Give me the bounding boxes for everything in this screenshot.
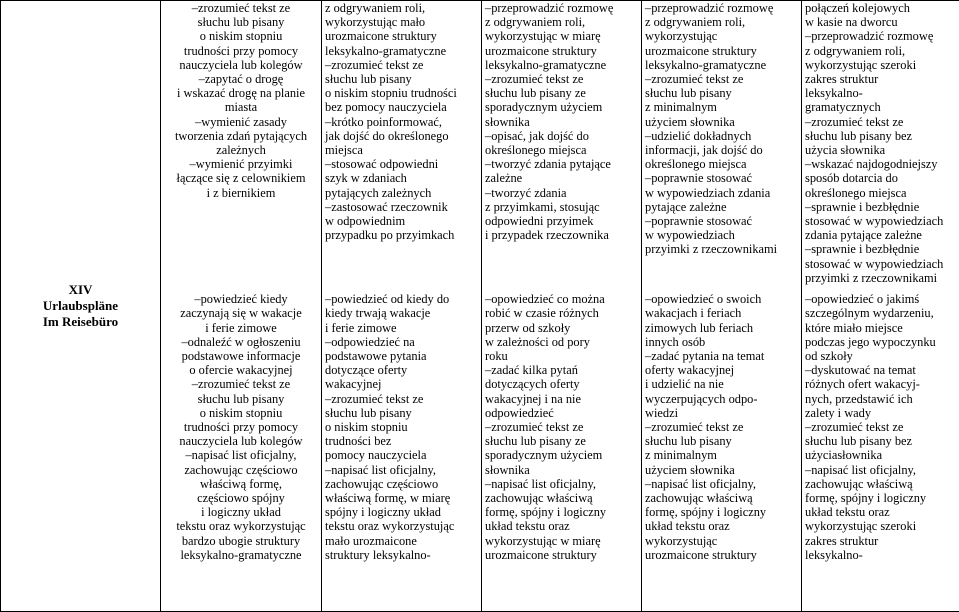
requirement-line: słuchu lub pisany ze — [485, 86, 586, 101]
requirement-line: zależnych — [216, 143, 266, 158]
grade-column-2 — [322, 1, 482, 612]
requirement-line: i ferie zimowe — [205, 320, 277, 335]
requirement-line: stosować w wypowiedziach — [805, 214, 944, 229]
requirement-line: zdania pytające zależne — [805, 228, 922, 243]
requirement-line: dotyczące oferty — [325, 363, 408, 378]
requirement-line: podstawowe informacje — [181, 348, 301, 363]
requirement-line: określonego miejsca — [805, 185, 907, 200]
requirement-line: leksykalno-gramatyczne — [645, 57, 767, 72]
requirement-line: z minimalnym — [645, 448, 717, 463]
requirement-line: –opisać, jak dojść do — [485, 128, 589, 143]
requirement-line: leksykalno-gramatyczne — [180, 547, 302, 562]
requirement-line: układ tekstu oraz — [805, 505, 890, 520]
requirement-line: w zależności od pory — [485, 334, 590, 349]
requirement-line: o niskim stopniu — [199, 29, 283, 44]
requirement-line: trudności bez — [325, 434, 392, 449]
requirement-line: tekstu oraz wykorzystując — [176, 519, 306, 534]
requirement-line: wiedzi — [645, 405, 679, 420]
requirement-line: –napisać list oficjalny, — [805, 462, 917, 477]
requirement-line: podstawowe pytania — [325, 348, 427, 363]
requirement-line: wykorzystując — [645, 29, 718, 44]
requirement-line: wykorzystując szeroki — [805, 519, 917, 534]
requirement-line: różnych ofert wakacyj- — [805, 377, 920, 392]
requirement-line: podczas jego wypoczynku — [805, 334, 936, 349]
requirement-line: słuchu lub pisany — [645, 86, 732, 101]
requirement-line: tworzenia zdań pytających — [174, 128, 308, 143]
requirement-line: zakres struktur — [805, 533, 879, 548]
requirement-line: właściwą formę, w miarę — [325, 490, 451, 505]
requirement-line: użyciem słownika — [645, 114, 735, 129]
section-row — [1, 1, 959, 612]
requirement-line: –sprawnie i bezbłędnie — [805, 199, 920, 214]
requirement-line: –dyskutować na temat — [805, 363, 916, 378]
requirement-line: zachowując częściowo — [184, 462, 298, 477]
requirement-line: układ tekstu oraz — [645, 519, 730, 534]
requirement-line: –napisać list oficjalny, — [485, 476, 597, 491]
requirement-line: które miało miejsce — [805, 320, 903, 335]
requirement-line: przerw od szkoły — [485, 320, 571, 335]
requirement-line: przyimki z rzeczownikami — [805, 270, 938, 285]
requirement-line: –tworzyć zdania pytające — [485, 157, 611, 172]
requirement-line: –zrozumieć tekst ze — [325, 391, 424, 406]
requirement-line: –przeprowadzić rozmowę — [485, 1, 614, 15]
requirement-line: z minimalnym — [645, 100, 717, 115]
requirement-line: urozmaicone struktury — [645, 547, 757, 562]
requirement-line: –poprawnie stosować — [645, 171, 753, 186]
requirement-line: w wypowiedziach zdania — [645, 185, 771, 200]
requirement-line: układ tekstu oraz — [485, 519, 570, 534]
requirement-line: nauczyciela lub kolegów — [179, 57, 303, 72]
requirements-lower-block — [805, 292, 956, 562]
requirement-line: –opowiedzieć co można — [485, 292, 605, 307]
requirement-line: miasta — [224, 100, 258, 115]
requirement-line: przyimki z rzeczownikami — [645, 242, 778, 257]
requirement-line: trudności przy pomocy — [183, 419, 299, 434]
requirement-line: formę, spójny i logiczny — [645, 505, 767, 520]
requirement-line: bardzo ubogie struktury — [181, 533, 301, 548]
requirement-line: sporadycznym użyciem — [485, 448, 603, 463]
grade-column-5 — [802, 1, 959, 612]
requirement-line: –udzielić dokładnych — [645, 128, 752, 143]
requirement-line: słownika — [485, 462, 530, 477]
requirement-line: wakacjach i feriach — [645, 306, 742, 321]
requirement-line: trudności przy pomocy — [183, 43, 299, 58]
requirement-line: –zrozumieć tekst ze — [191, 1, 291, 15]
requirement-line: –zadać pytania na temat — [645, 348, 765, 363]
requirements-upper-block — [805, 1, 956, 292]
requirement-line: pomocy nauczyciela — [325, 448, 427, 463]
requirement-line: sporadycznym użyciem — [485, 100, 603, 115]
requirement-line: urozmaicone struktury — [325, 29, 437, 44]
requirement-line: odpowiedzieć — [485, 405, 554, 420]
requirement-line: robić w czasie różnych — [485, 306, 599, 321]
requirement-line: wakacyjnej — [325, 377, 382, 392]
requirement-line: jak dojść do określonego — [325, 128, 449, 143]
requirement-line: w wypowiedziach — [645, 228, 735, 243]
requirement-line: zimowych lub feriach — [645, 320, 754, 335]
requirement-line: w kasie na dworcu — [805, 15, 898, 30]
requirement-line: –zrozumieć tekst ze — [805, 114, 904, 129]
requirement-line: –poprawnie stosować — [645, 214, 753, 229]
requirement-line: wakacyjnej i na nie — [485, 391, 581, 406]
requirement-line: –wymienić zasady — [195, 114, 287, 129]
requirement-line: sposób dotarcia do — [805, 171, 898, 186]
requirements-upper-block — [164, 1, 318, 292]
requirement-line: –wymienić przyimki — [189, 157, 293, 172]
grade-column-3 — [482, 1, 642, 612]
requirement-line: dotyczących oferty — [485, 377, 580, 392]
requirement-line: spójny i logiczny układ — [325, 505, 441, 520]
requirement-line: o ofercie wakacyjnej — [189, 363, 293, 378]
requirement-line: –wskazać najdogodniejszy — [805, 157, 938, 172]
grade-column-4 — [642, 1, 802, 612]
requirement-line: słuchu lub pisany — [645, 434, 732, 449]
requirement-line: wyczerpujących odpo- — [645, 391, 758, 406]
requirement-line: zależne — [485, 171, 523, 186]
requirement-line: oferty wakacyjnej — [645, 363, 735, 378]
requirement-line: –zrozumieć tekst ze — [645, 72, 744, 87]
section-title: Urlaubspläne — [42, 298, 119, 313]
requirement-line: –sprawnie i bezbłędnie — [805, 242, 920, 257]
requirement-line: użyciasłownika — [805, 448, 883, 463]
requirement-line: o niskim stopniu — [199, 405, 283, 420]
requirement-line: –powiedzieć kiedy — [194, 292, 288, 307]
requirement-line: –zrozumieć tekst ze — [191, 377, 291, 392]
requirement-line: wykorzystując w miarę — [485, 533, 601, 548]
requirement-line: wykorzystując — [645, 533, 718, 548]
requirement-line: –odnaleźć w ogłoszeniu — [181, 334, 301, 349]
requirement-line: –odpowiedzieć na — [325, 334, 415, 349]
requirement-line: o niskim stopniu — [325, 419, 408, 434]
requirement-line: wykorzystując szeroki — [805, 57, 917, 72]
section-subtitle: Im Reisebüro — [42, 314, 119, 329]
requirement-line: szczególnym wydarzeniu, — [805, 306, 934, 321]
requirement-line: słuchu lub pisany ze — [485, 434, 586, 449]
requirement-line: –stosować odpowiedni — [325, 157, 439, 172]
requirement-line: –zastosować rzeczownik — [325, 199, 448, 214]
requirement-line: wykorzystując mało — [325, 15, 426, 30]
requirement-line: częściowo spójny — [197, 490, 285, 505]
requirement-line: –zrozumieć tekst ze — [645, 419, 744, 434]
requirement-line: z odgrywaniem roli, — [325, 1, 426, 15]
requirement-line: leksykalno-gramatyczne — [325, 43, 447, 58]
requirements-upper-block — [485, 1, 638, 292]
requirement-line: leksykalno-gramatyczne — [485, 57, 607, 72]
requirement-line: –powiedzieć od kiedy do — [325, 292, 450, 307]
requirement-line: –zrozumieć tekst ze — [485, 72, 584, 87]
requirements-lower-block — [325, 292, 478, 562]
requirement-line: o niskim stopniu trudności — [325, 86, 457, 101]
requirement-line: roku — [485, 348, 508, 363]
requirement-line: zachowując właściwą — [805, 476, 913, 491]
requirement-line: formę, spójny i logiczny — [805, 490, 927, 505]
requirement-line: i z biernikiem — [206, 185, 276, 200]
requirement-line: –zrozumieć tekst ze — [325, 57, 424, 72]
requirement-line: –opowiedzieć o swoich — [645, 292, 762, 307]
requirement-line: urozmaicone struktury — [645, 43, 757, 58]
requirement-line: miejsca — [325, 143, 363, 158]
requirement-line: z odgrywaniem roli, — [805, 43, 906, 58]
requirement-line: z odgrywaniem roli, — [485, 15, 586, 30]
requirement-line: gramatycznych — [805, 100, 881, 115]
requirement-line: –zadać kilka pytań — [485, 363, 578, 378]
requirement-line: słuchu lub pisany — [325, 72, 412, 87]
requirement-line: zachowując częściowo — [325, 476, 439, 491]
requirement-line: z odgrywaniem roli, — [645, 15, 746, 30]
requirements-upper-block — [645, 1, 798, 292]
requirement-line: pytających zależnych — [325, 185, 432, 200]
requirement-line: właściwą formę, — [200, 476, 282, 491]
requirement-line: –przeprowadzić rozmowę — [805, 29, 934, 44]
requirement-line: odpowiedni przyimek — [485, 214, 594, 229]
requirement-line: –zapytać o drogę — [198, 72, 284, 87]
requirement-line: użyciem słownika — [645, 462, 735, 477]
requirement-line: stosować w wypowiedziach — [805, 256, 944, 271]
requirements-lower-block — [645, 292, 798, 562]
requirement-line: zalety i wady — [805, 405, 872, 420]
requirement-line: –napisać list oficjalny, — [185, 448, 297, 463]
requirement-line: struktury leksykalno- — [325, 547, 431, 562]
requirement-line: formę, spójny i logiczny — [485, 505, 607, 520]
requirement-line: w odpowiednim — [325, 214, 406, 229]
requirement-line: leksykalno- — [805, 547, 863, 562]
section-label-cell — [1, 1, 161, 612]
requirement-line: kiedy trwają wakacje — [325, 306, 431, 321]
grade-column-1 — [161, 1, 322, 612]
requirements-upper-block — [325, 1, 478, 292]
requirement-line: innych osób — [645, 334, 706, 349]
requirement-line: określonego miejsca — [645, 157, 747, 172]
requirement-line: nauczyciela lub kolegów — [179, 434, 303, 449]
requirement-line: nych, przedstawić ich — [805, 391, 913, 406]
requirement-line: urozmaicone struktury — [485, 547, 597, 562]
requirement-line: słuchu lub pisany — [325, 405, 412, 420]
requirement-line: zachowując właściwą — [485, 490, 593, 505]
requirement-line: zaczynają się w wakacje — [180, 306, 302, 321]
requirement-line: informacji, jak dojść do — [645, 143, 763, 158]
requirement-line: –zrozumieć tekst ze — [805, 419, 904, 434]
requirement-line: słuchu lub pisany bez — [805, 128, 913, 143]
requirement-line: przypadku po przyimkach — [325, 228, 455, 243]
requirement-line: bez pomocy nauczyciela — [325, 100, 447, 115]
requirement-line: łączące się z celownikiem — [176, 171, 306, 186]
requirement-line: urozmaicone struktury — [485, 43, 597, 58]
requirement-line: mało urozmaicone — [325, 533, 417, 548]
requirement-line: od szkoły — [805, 348, 853, 363]
requirement-line: określonego miejsca — [485, 143, 587, 158]
requirement-line: tekstu oraz wykorzystując — [325, 519, 455, 534]
requirement-line: i wskazać drogę na planie — [177, 86, 305, 101]
requirement-line: i ferie zimowe — [325, 320, 397, 335]
requirement-line: –napisać list oficjalny, — [645, 476, 757, 491]
requirement-line: szyk w zdaniach — [325, 171, 407, 186]
requirement-line: –zrozumieć tekst ze — [485, 419, 584, 434]
requirement-line: –napisać list oficjalny, — [325, 462, 437, 477]
requirement-line: wykorzystując w miarę — [485, 29, 601, 44]
requirement-line: leksykalno- — [805, 86, 863, 101]
requirement-line: –opowiedzieć o jakimś — [805, 292, 920, 307]
requirement-line: użycia słownika — [805, 143, 886, 158]
requirement-line: pytające zależne — [645, 199, 727, 214]
requirement-line: i przypadek rzeczownika — [485, 228, 609, 243]
requirement-line: –przeprowadzić rozmowę — [645, 1, 774, 15]
requirement-line: połączeń kolejowych — [805, 1, 910, 15]
requirement-line: słuchu lub pisany — [197, 391, 285, 406]
requirement-line: zakres struktur — [805, 72, 879, 87]
requirement-line: i logiczny układ — [201, 505, 281, 520]
requirement-line: –krótko poinformować, — [325, 114, 442, 129]
requirement-line: zachowując właściwą — [645, 490, 753, 505]
requirement-line: –tworzyć zdania — [485, 185, 567, 200]
requirement-line: słuchu lub pisany bez — [805, 434, 913, 449]
requirement-line: słownika — [485, 114, 530, 129]
requirements-lower-block — [485, 292, 638, 562]
requirement-line: z przyimkami, stosując — [485, 199, 600, 214]
section-number: XIV — [68, 282, 93, 297]
requirements-lower-block — [164, 292, 318, 562]
requirement-line: i udzielić na nie — [645, 377, 724, 392]
requirement-line: słuchu lub pisany — [197, 15, 285, 30]
